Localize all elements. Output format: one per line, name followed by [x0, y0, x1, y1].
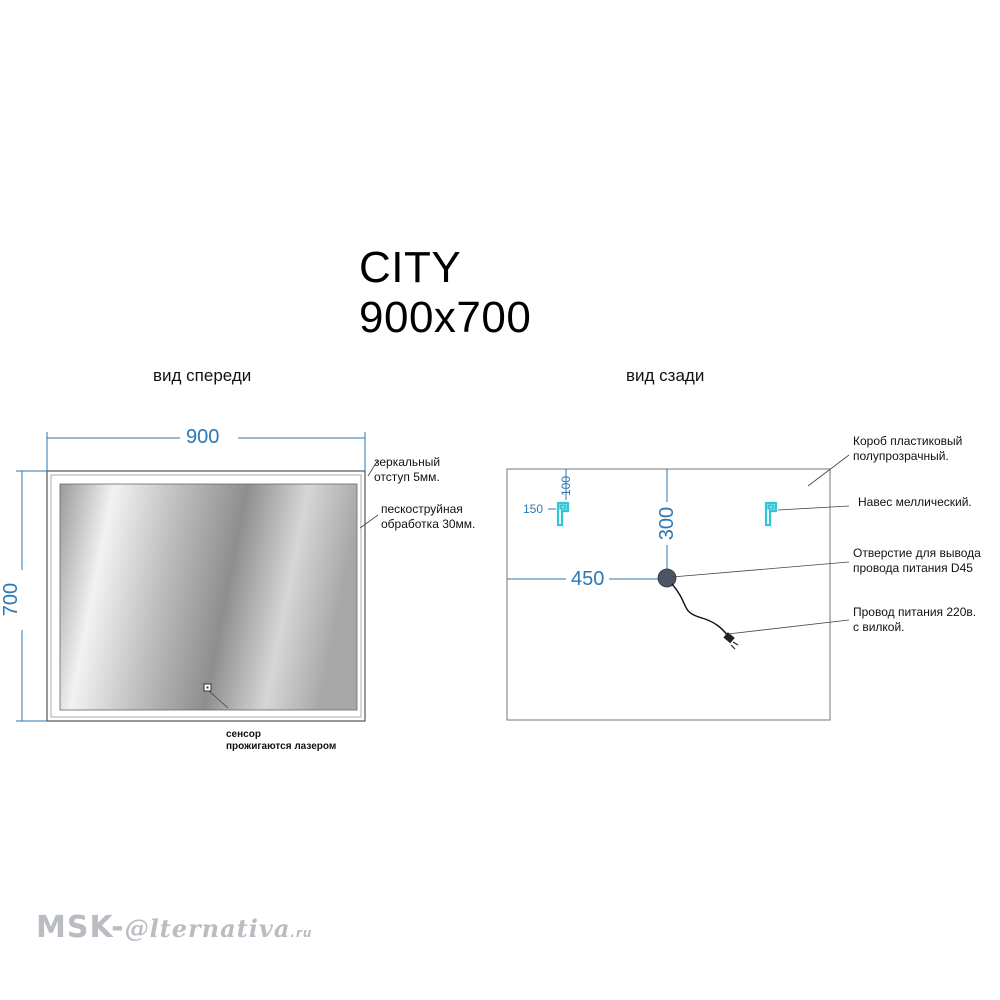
dim-height-700: 700 [0, 582, 23, 617]
dim-150: 150 [523, 502, 544, 516]
brand-logo: MSK-@lternativa.ru [36, 910, 313, 945]
note-sandblast: пескоструйная обработка 30мм. [381, 502, 476, 531]
back-view-label: вид сзади [626, 366, 705, 385]
note-plastic-box: Короб пластиковый полупрозрачный. [853, 434, 963, 463]
note-power-cable: Провод питания 220в. с вилкой. [853, 605, 977, 634]
dim-300: 300 [656, 506, 679, 541]
note-cable-hole: Отверстие для вывода провода питания D45 [853, 546, 981, 575]
product-size: 900x700 [359, 293, 532, 342]
dim-100: 100 [559, 475, 574, 497]
dim-450: 450 [571, 568, 605, 590]
product-name: CITY [359, 243, 462, 292]
mirror-surface [60, 484, 357, 710]
front-mirror [47, 471, 365, 721]
front-view-label: вид спереди [153, 366, 252, 385]
note-hanger: Навес меллический. [858, 495, 972, 509]
note-sensor: сенсор прожигаются лазером [226, 729, 337, 752]
cable-hole-icon [658, 569, 676, 587]
note-mirror-offset: зеркальный отступ 5мм. [374, 455, 441, 484]
dim-width-900: 900 [186, 426, 220, 448]
